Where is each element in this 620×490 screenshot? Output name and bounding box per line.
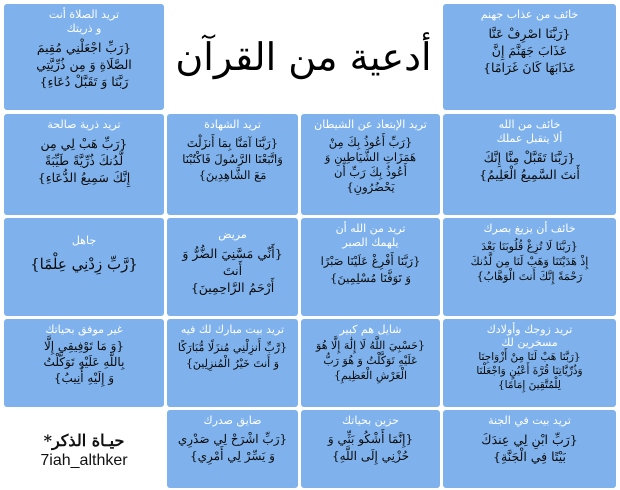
page-title: أدعية من القرآن — [175, 35, 432, 79]
cell-heading: جاهل — [71, 234, 97, 247]
dua-cell-family — [443, 319, 616, 407]
cell-verse: {إِنَّمَا أَشْكُو بَثِّي وَ حُزْنِي إِلَى اللَّهِ} — [327, 432, 414, 463]
cell-heading: تريد الصلاة أنت و ذريتك — [48, 8, 120, 35]
cell-heading: خائف من عذاب جهنم — [480, 8, 579, 21]
cell-heading: غير موفق بحياتك — [45, 323, 123, 336]
cell-verse: {رَبِّ اجْعَلْنِي مُقِيمَ الصَّلَاةِ وَ مِن ذُرِّيَّتِي رَبَّنَا وَ تَقَبَّلْ دُعَاءِ} — [36, 40, 132, 89]
dua-cell-worry — [301, 319, 440, 407]
cell-verse: {أَنِّي مَسَّنِيَ الضُّرُّ وَ أَنتَ أَرْحَمُ الرَّاحِمِينَ} — [182, 246, 283, 295]
dua-cell-prayer — [4, 4, 164, 110]
cell-verse: {رَبَّنَا آمَنَّا بِمَا أَنزَلْتَ وَاتَّبَعْنَا الرَّسُولَ فَاكْتُبْنَا مَعَ الشَّاهِدِينَ} — [182, 136, 283, 182]
dua-cell-paradise-home — [443, 410, 616, 488]
cell-verse: {حَسْبِيَ اللَّهُ لَا إِلَٰهَ إِلَّا هُوَ عَلَيْهِ تَوَكَّلْتُ وَ هُوَ رَبُّ الْعَرْشِ الْعَظِيمِ} — [316, 339, 425, 382]
dua-cell-offspring — [4, 114, 164, 215]
cell-verse: {رَبِّ أَعُوذُ بِكَ مِنْ هَمَزَاتِ الشَّيَاطِينِ وَ أَعُوذُ بِكَ رَبِّ أَن يَحْضُرُونِ} — [324, 135, 417, 194]
cell-verse: {رَّبِّ زِدْنِي عِلْمًا} — [30, 255, 138, 273]
dua-cell-sad — [301, 410, 440, 488]
cell-verse: {رَبِّ اشْرَحْ لِي صَدْرِي وَ يَسِّرْ لِي أَمْرِي} — [177, 432, 288, 463]
cell-heading: خائف أن يزيغ بصرك — [483, 222, 576, 235]
cell-verse: {رَبَّنَا اصْرِفْ عَنَّا عَذَابَ جَهَنَّمَ إِنَّ عَذَابَهَا كَانَ غَرَامًا} — [483, 26, 576, 75]
dua-cell-shaytan — [301, 114, 440, 215]
dua-cell-patience — [301, 218, 440, 316]
cell-heading: تريد بيت مبارك لك فيه — [180, 323, 285, 336]
cell-verse: {رَّبِّ أَنزِلْنِي مُنزَلًا مُّبَارَكًا وَ أَنتَ خَيْرُ الْمُنزِلِينَ} — [177, 341, 288, 370]
dua-cell-success — [4, 319, 164, 407]
cell-heading: تريد الشهادة — [204, 118, 261, 131]
dua-cell-acceptance — [443, 114, 616, 215]
brand-signature — [4, 410, 164, 490]
cell-verse: {وَ مَا تَوْفِيقِي إِلَّا بِاللَّهِ عَلَيْهِ تَوَكَّلْتُ وَ إِلَيْهِ أُنِيبُ} — [43, 339, 125, 385]
cell-heading: شايل هم كبير — [339, 323, 402, 336]
cell-heading: تريد الإبتعاد عن الشيطان — [314, 118, 427, 131]
cell-heading: تريد زوجك وأولادك مسخرين لك — [486, 323, 573, 349]
dua-cell-chest-tight — [167, 410, 298, 488]
dua-cell-blessed-home — [167, 319, 298, 407]
dua-cell-sick — [167, 218, 298, 316]
cell-heading: تريد من الله أن يلهمك الصبر — [335, 222, 406, 249]
brand-handle: 7iah_althker — [40, 451, 128, 469]
dua-cell-hell-fear — [443, 4, 616, 110]
cell-verse: {رَبِّ هَبْ لِي مِن لَّدُنكَ ذُرِّيَّةً طَيِّبَةً إِنَّكَ سَمِيعُ الدُّعَاءِ} — [37, 136, 131, 185]
cell-heading: تريد ذرية صالحة — [47, 118, 121, 131]
cell-heading: خائف من الله ألا يتقبل عملك — [496, 118, 563, 145]
title-area — [167, 4, 440, 110]
cell-verse: {رَبَّنَا هَبْ لَنَا مِنْ أَزْوَاجِنَا وَذُرِّيَّاتِنَا قُرَّةَ أَعْيُنٍ وَاجْعَلْنَا لِلْمُتَّقِينَ إِمَامًا} — [476, 351, 583, 391]
cell-verse: {رَبَّنَا تَقَبَّلْ مِنَّا إِنَّكَ أَنتَ السَّمِيعُ الْعَلِيمُ} — [479, 150, 580, 182]
cell-verse: {رَبَّنَا أَفْرِغْ عَلَيْنَا صَبْرًا وَ تَوَفَّنَا مُسْلِمِينَ} — [320, 254, 421, 285]
cell-heading: ضايق صدرك — [203, 414, 262, 427]
cell-heading: تريد بيت في الجنة — [488, 414, 571, 427]
dua-cell-martyrdom — [167, 114, 298, 215]
cell-verse: {رَبِّ ابْنِ لِي عِندَكَ بَيْتًا فِي الْجَنَّةِ} — [481, 432, 578, 464]
cell-heading: مريض — [218, 228, 247, 241]
cell-verse: {رَبَّنَا لَا تُزِغْ قُلُوبَنَا بَعْدَ إِذْ هَدَيْتَنَا وَهَبْ لَنَا مِن لَّدُنكَ رَحْمَةً إِنَّكَ أَنتَ الْوَهَّابُ} — [470, 240, 589, 283]
dua-cell-heart-deviation — [443, 218, 616, 316]
brand-arabic: حيـاة الذكر* — [43, 430, 125, 450]
cell-heading: حزين بحياتك — [342, 414, 399, 427]
dua-cell-ignorant — [4, 218, 164, 316]
